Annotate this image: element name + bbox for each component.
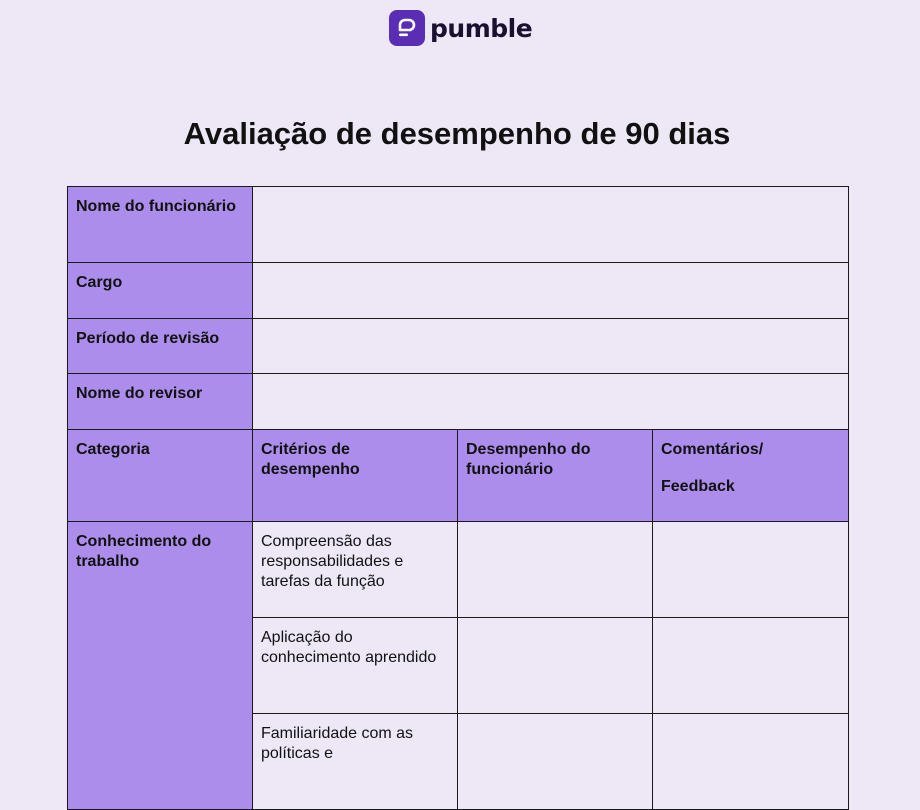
table-header-row — [68, 430, 849, 522]
comments-header-line2: Feedback — [661, 478, 735, 495]
criteria-cell: Familiaridade com as políticas e — [253, 714, 458, 810]
review-period-field[interactable] — [253, 319, 849, 374]
comments-cell[interactable] — [653, 618, 849, 714]
performance-cell[interactable] — [458, 618, 653, 714]
column-header-criteria: Critérios de desempenho — [253, 430, 458, 522]
employee-name-field[interactable] — [253, 187, 849, 263]
info-row-position — [68, 263, 849, 319]
performance-cell[interactable] — [458, 714, 653, 810]
position-label: Cargo — [68, 263, 253, 319]
column-header-comments — [653, 430, 849, 522]
reviewer-name-label: Nome do revisor — [68, 374, 253, 430]
info-row-reviewer-name — [68, 374, 849, 430]
evaluation-form-table — [67, 186, 849, 810]
info-row-review-period — [68, 319, 849, 374]
brand-logo — [389, 10, 532, 46]
criteria-cell: Aplicação do conhecimento aprendido — [253, 618, 458, 714]
brand-name: pumble — [430, 13, 533, 43]
criteria-cell: Compreensão das responsabilidades e tarefas da função — [253, 522, 458, 618]
review-period-label: Período de revisão — [68, 319, 253, 374]
info-row-employee-name — [68, 187, 849, 263]
chat-bubble-icon — [389, 10, 425, 46]
comments-header-line1: Comentários/ — [661, 441, 764, 458]
comments-cell[interactable] — [653, 522, 849, 618]
category-job-knowledge: Conhecimento do trabalho — [68, 522, 253, 810]
column-header-category: Categoria — [68, 430, 253, 522]
column-header-performance: Desempenho do funcionário — [458, 430, 653, 522]
performance-cell[interactable] — [458, 522, 653, 618]
reviewer-name-field[interactable] — [253, 374, 849, 430]
employee-name-label: Nome do funcionário — [68, 187, 253, 263]
comments-cell[interactable] — [653, 714, 849, 810]
position-field[interactable] — [253, 263, 849, 319]
table-row — [68, 522, 849, 618]
page-title: Avaliação de desempenho de 90 dias — [183, 116, 731, 151]
